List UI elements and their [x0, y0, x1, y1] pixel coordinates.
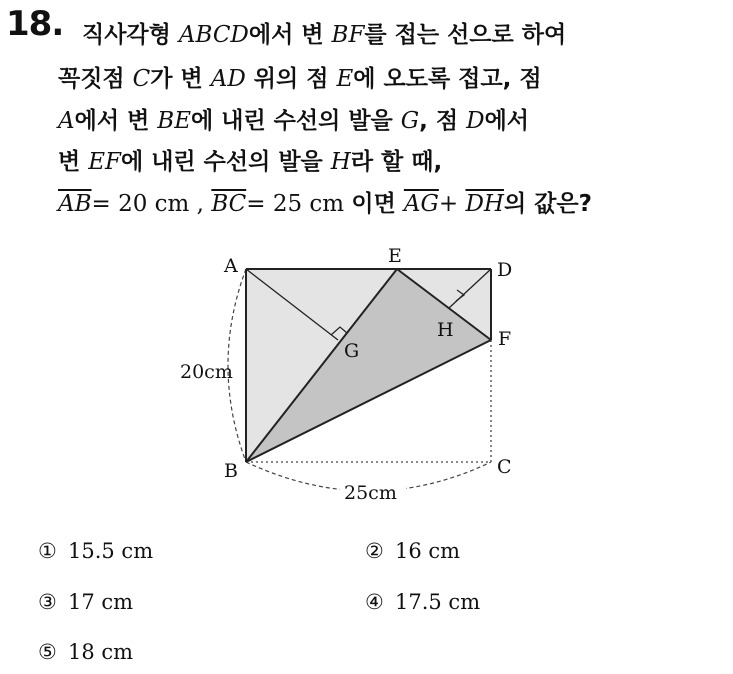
label-point-f: F	[498, 328, 512, 350]
choice-mark: ⑤	[38, 640, 57, 664]
label-point-d: D	[497, 259, 513, 281]
plus-sign: +	[438, 191, 466, 217]
label-point-a: A	[224, 255, 238, 277]
measure-bc: = 25 cm	[246, 191, 352, 217]
choice-1[interactable]	[38, 539, 153, 563]
measure-ab: = 20 cm ,	[91, 191, 212, 217]
math-bf: BF	[331, 22, 365, 48]
text: 의 값은?	[503, 191, 592, 217]
math-be: BE	[157, 108, 191, 134]
question-number: 18.	[6, 4, 64, 44]
choice-text: 17.5 cm	[395, 590, 481, 614]
math-a: A	[58, 108, 75, 134]
text: 가 변	[150, 66, 211, 92]
text: 변	[58, 149, 89, 175]
label-point-h: H	[437, 319, 454, 341]
choice-3[interactable]	[38, 590, 133, 614]
math-e: E	[336, 66, 354, 92]
segment-bc: $\overline{BC}$	[211, 191, 247, 217]
text: , 점	[419, 108, 467, 134]
math-abcd: ABCD	[178, 22, 249, 48]
text: 에 내린 수선의 발을	[120, 149, 331, 175]
text: 라 할 때,	[350, 149, 443, 175]
segment-ag: $\overline{AG}$	[403, 191, 439, 217]
label-point-e: E	[388, 245, 402, 267]
choice-mark: ④	[365, 590, 384, 614]
choice-text: 16 cm	[395, 539, 461, 563]
text: 이면	[351, 191, 404, 217]
label-point-b: B	[224, 460, 238, 482]
choice-text: 17 cm	[68, 590, 134, 614]
math-ef: EF	[88, 149, 121, 175]
text: 를 접는 선으로 하여	[364, 22, 567, 48]
segment-ab: $\overline{AB}$	[58, 191, 92, 217]
choice-mark: ②	[365, 539, 384, 563]
text: 에 오도록 접고, 점	[353, 66, 542, 92]
label-side-bc: 25cm	[344, 482, 397, 504]
choice-mark: ③	[38, 590, 57, 614]
math-ad: AD	[210, 66, 246, 92]
choice-text: 15.5 cm	[68, 539, 154, 563]
text: 에서	[484, 108, 530, 134]
label-point-c: C	[497, 456, 512, 478]
text: 직사각형	[82, 22, 179, 48]
label-point-g: G	[344, 340, 360, 362]
text: 에서 변	[74, 108, 158, 134]
math-g: G	[400, 108, 420, 134]
label-side-ab: 20cm	[180, 361, 233, 383]
text: 에 내린 수선의 발을	[191, 108, 401, 134]
text: 위의 점	[245, 66, 337, 92]
math-c: C	[132, 66, 151, 92]
text: 꼭짓점	[58, 66, 133, 92]
math-h: H	[330, 149, 351, 175]
choice-text: 18 cm	[68, 640, 134, 664]
choice-5[interactable]	[38, 640, 133, 664]
choice-4[interactable]	[365, 590, 480, 614]
choice-mark: ①	[38, 539, 57, 563]
math-d: D	[466, 108, 485, 134]
segment-dh: $\overline{DH}$	[465, 191, 504, 217]
choice-2[interactable]	[365, 539, 460, 563]
text: 에서 변	[248, 22, 332, 48]
